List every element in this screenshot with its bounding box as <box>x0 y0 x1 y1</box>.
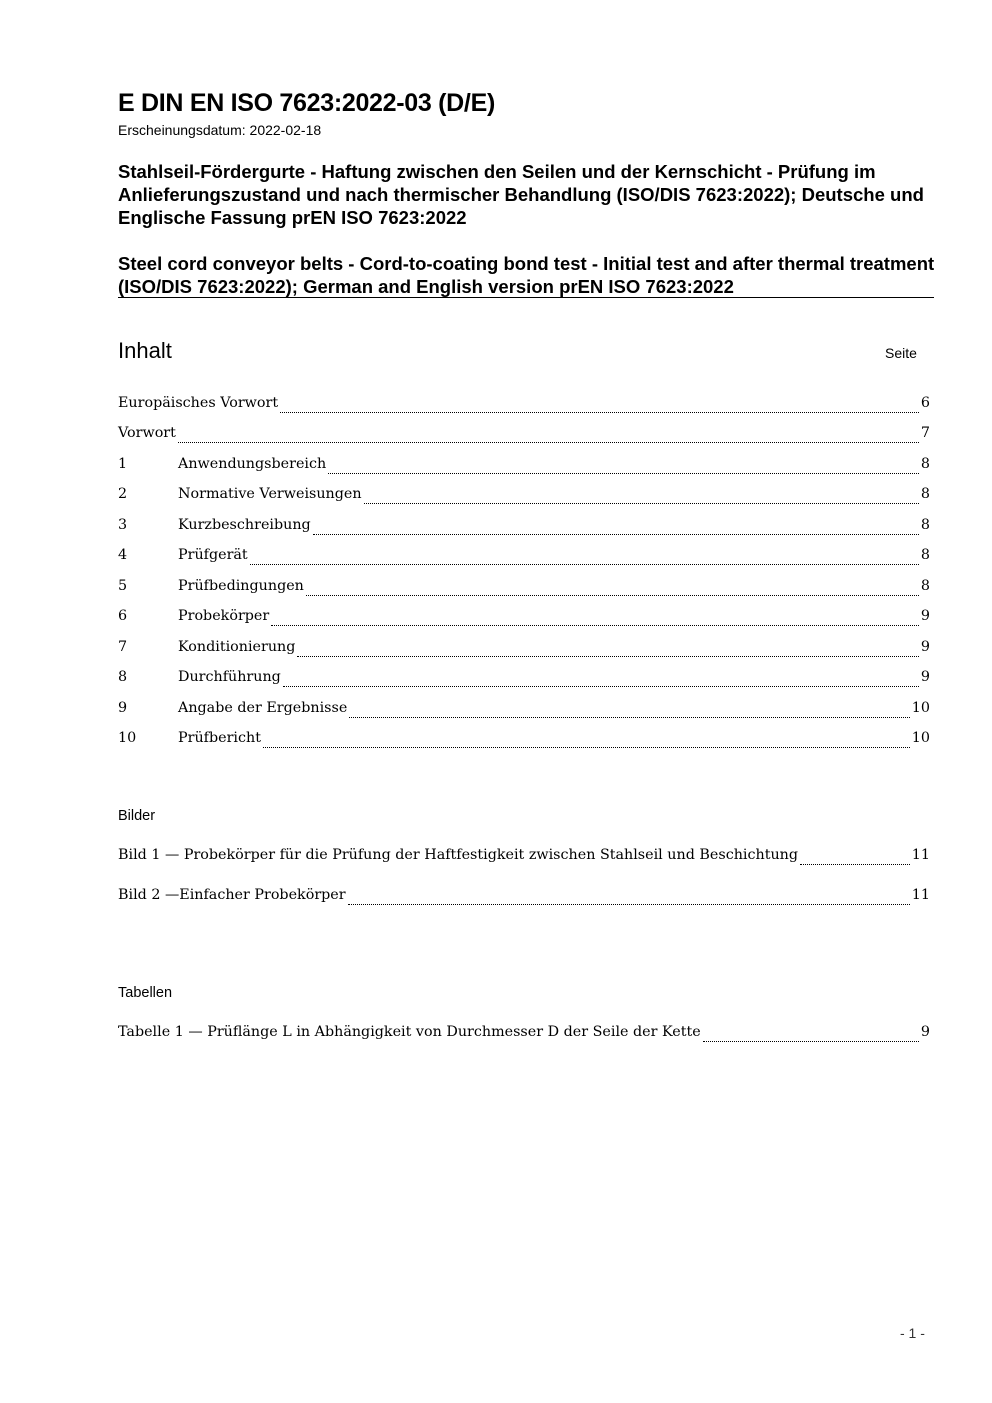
toc-entry-number: 4 <box>118 547 128 563</box>
toc-entry-page: 8 <box>920 578 930 594</box>
publication-date-label: Erscheinungsdatum: <box>118 122 246 138</box>
figure-entry[interactable] <box>118 847 930 869</box>
publication-date-value: 2022-02-18 <box>249 122 322 138</box>
toc-leader-dots <box>306 595 919 596</box>
toc-entry-number: 3 <box>118 517 128 533</box>
toc-entry-title: Normative Verweisungen <box>178 486 362 502</box>
figure-entry[interactable] <box>118 887 930 909</box>
toc-entry-title: Europäisches Vorwort <box>118 395 279 411</box>
table-entry[interactable] <box>118 1024 930 1046</box>
tables-heading: Tabellen <box>118 985 173 1001</box>
toc-leader-dots <box>800 864 910 865</box>
toc-entry-page: 7 <box>920 425 930 441</box>
toc-leader-dots <box>364 503 919 504</box>
toc-leader-dots <box>348 904 910 905</box>
toc-entry-page: 9 <box>920 669 930 685</box>
toc-entry[interactable] <box>118 578 930 600</box>
toc-page-column-heading: Seite <box>885 345 917 361</box>
document-id: E DIN EN ISO 7623:2022-03 (D/E) <box>118 89 495 117</box>
toc-entry-title: Prüfbericht <box>178 730 261 746</box>
toc-entry-page: 8 <box>920 547 930 563</box>
toc-entry-title: Angabe der Ergebnisse <box>178 700 348 716</box>
toc-entry-title: Kurzbeschreibung <box>178 517 311 533</box>
toc-entry-page: 10 <box>911 700 930 716</box>
toc-leader-dots <box>280 412 919 413</box>
toc-entry[interactable] <box>118 456 930 478</box>
toc-entry-number: 9 <box>118 700 128 716</box>
toc-leader-dots <box>283 686 919 687</box>
toc-entry-number: 7 <box>118 639 128 655</box>
toc-entry[interactable] <box>118 517 930 539</box>
toc-entry[interactable] <box>118 425 930 447</box>
title-english: Steel cord conveyor belts - Cord-to-coating bond test - Initial test and after thermal treatment (ISO/DIS 7623:2022); German and English version prEN ISO 7623:2022 <box>118 253 935 297</box>
toc-entry[interactable] <box>118 395 930 417</box>
figure-entry-title: Bild 1 — Probekörper für die Prüfung der Haftfestigkeit zwischen Stahlseil und Beschichtung <box>118 847 799 863</box>
toc-entry-number: 2 <box>118 486 128 502</box>
publication-date <box>118 122 321 138</box>
toc-entry-number: 10 <box>118 730 137 746</box>
toc-entry[interactable] <box>118 486 930 508</box>
page-number: - 1 - <box>900 1325 925 1341</box>
toc-entry-page: 6 <box>920 395 930 411</box>
toc-entry[interactable] <box>118 639 930 661</box>
figure-entry-title: Bild 2 —Einfacher Probekörper <box>118 887 346 903</box>
figure-entry-page: 11 <box>911 847 930 863</box>
toc-leader-dots <box>263 747 910 748</box>
toc-leader-dots <box>297 656 918 657</box>
toc-entry-number: 8 <box>118 669 128 685</box>
title-german: Stahlseil-Fördergurte - Haftung zwischen den Seilen und der Kernschicht - Prüfung im Anlieferungszustand und nach thermischer Behandlung (ISO/DIS 7623:2022); Deutsche und Englische Fassung prEN ISO 7623:2022 <box>118 161 924 228</box>
toc-entry-title: Prüfbedingungen <box>178 578 304 594</box>
toc-entry[interactable] <box>118 608 930 630</box>
toc-entry-page: 9 <box>920 639 930 655</box>
toc-leader-dots <box>271 625 919 626</box>
toc-entry-title: Prüfgerät <box>178 547 248 563</box>
toc-entry[interactable] <box>118 669 930 691</box>
toc-entry-page: 8 <box>920 486 930 502</box>
toc-entry-page: 10 <box>911 730 930 746</box>
toc-entry-page: 9 <box>920 608 930 624</box>
figures-heading: Bilder <box>118 808 156 824</box>
toc-entry-page: 8 <box>920 517 930 533</box>
toc-entry[interactable] <box>118 730 930 752</box>
toc-entry-title: Probekörper <box>178 608 270 624</box>
toc-leader-dots <box>349 717 909 718</box>
toc-entry-title: Konditionierung <box>178 639 296 655</box>
table-entry-page: 9 <box>920 1024 930 1040</box>
table-entry-title: Tabelle 1 — Prüflänge L in Abhängigkeit von Durchmesser D der Seile der Kette <box>118 1024 701 1040</box>
toc-leader-dots <box>328 473 919 474</box>
toc-entry-number: 5 <box>118 578 128 594</box>
toc-leader-dots <box>313 534 919 535</box>
toc-heading: Inhalt <box>118 338 172 363</box>
toc-leader-dots <box>703 1041 919 1042</box>
toc-entry[interactable] <box>118 700 930 722</box>
toc-entry-title: Anwendungsbereich <box>178 456 327 472</box>
toc-leader-dots <box>178 442 919 443</box>
toc-entry-number: 6 <box>118 608 128 624</box>
toc-leader-dots <box>250 564 919 565</box>
toc-entry[interactable] <box>118 547 930 569</box>
toc-entry-title: Vorwort <box>118 425 176 441</box>
toc-entry-number: 1 <box>118 456 128 472</box>
title-divider <box>118 297 934 298</box>
toc-entry-page: 8 <box>920 456 930 472</box>
figure-entry-page: 11 <box>911 887 930 903</box>
toc-entry-title: Durchführung <box>178 669 281 685</box>
